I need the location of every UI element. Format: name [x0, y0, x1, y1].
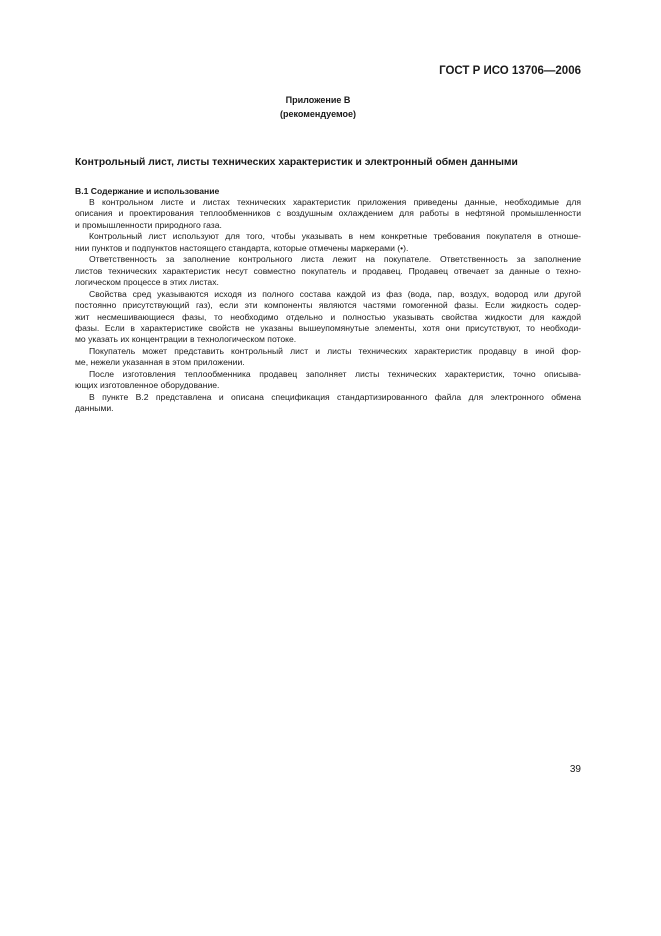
paragraph — [75, 254, 581, 288]
text-line: мо указать их концентрации в технологическом потоке. — [75, 334, 297, 345]
text-line: листов технических характеристик несут совместно покупатель и продавец. Продавец отвечает за данные о техно- — [75, 265, 581, 276]
text-line: После изготовления теплообменника продавец заполняет листы технических характеристик, точно описыва- — [89, 368, 581, 379]
paragraph — [75, 231, 581, 254]
text-line: нии пунктов и подпунктов настоящего стандарта, которые отмечены маркерами (•). — [75, 242, 409, 253]
text-line: Покупатель может представить контрольный лист и листы технических характеристик продавцу в иной фор- — [89, 345, 581, 356]
text-line: В пункте В.2 представлена и описана спецификация стандартизированного файла для электронного обмена — [89, 391, 581, 402]
paragraph — [75, 289, 581, 346]
annex-title: Приложение В — [285, 95, 351, 105]
text-line: описания и проектирования теплообменников с воздушным охлаждением для работы в нефтяной промышленности — [75, 208, 581, 219]
text-line: постоянно присутствующий газ), если эти компоненты являются частями гомогенной фазы. Если жидкость содер- — [75, 300, 581, 311]
text-line: и промышленности природного газа. — [75, 219, 222, 230]
text-line: жит несмешивающиеся фазы, то необходимо отдельно и полностью указывать свойства жидкости для каждой — [75, 311, 581, 322]
section-heading: В.1 Содержание и использование — [75, 186, 220, 196]
text-line: В контрольном листе и листах технических характеристик приложения приведены данные, необходимые для — [89, 197, 581, 207]
text-line: ющих изготовленное оборудование. — [75, 380, 220, 391]
text-line: ме, нежели указанная в этом приложении. — [75, 357, 245, 368]
document-title: Контрольный лист, листы технических характеристик и электронный обмен данными — [75, 157, 518, 168]
text-line: Свойства сред указываются исходя из полного состава каждой из фаз (вода, пар, воздух, водород или другой — [89, 288, 581, 299]
annex-status: (рекомендуемое) — [280, 109, 356, 119]
standard-header: ГОСТ Р ИСО 13706—2006 — [439, 65, 581, 77]
text-line: логическом процессе в этих листах. — [75, 277, 219, 288]
paragraph — [75, 197, 581, 231]
page-number: 39 — [569, 764, 581, 775]
text-line: фазы. Если в характеристике свойств не указаны вышеупомянутые элементы, хотя они присутствуют, то необходи- — [75, 322, 581, 333]
paragraph — [75, 346, 581, 369]
text-line: данными. — [75, 403, 114, 414]
paragraph — [75, 369, 581, 392]
text-line: Ответственность за заполнение контрольного листа лежит на покупателе. Ответственность за заполнение — [89, 254, 581, 265]
paragraph — [75, 392, 581, 415]
text-line: Контрольный лист используют для того, чтобы указывать в нем конкретные требования покупателя в отноше- — [89, 231, 581, 242]
body-text — [75, 197, 581, 415]
